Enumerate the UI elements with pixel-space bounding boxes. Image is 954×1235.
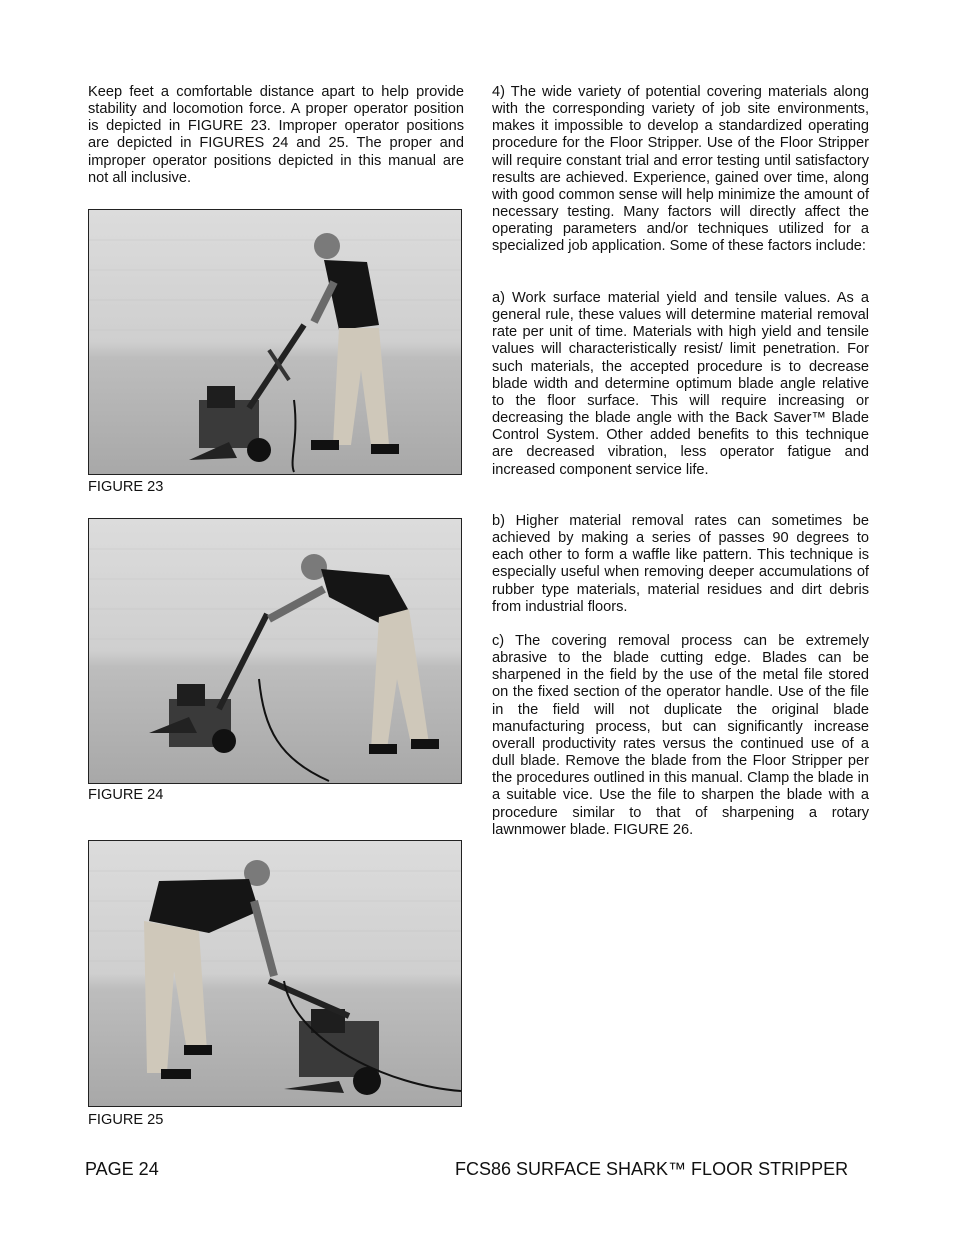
page-number: PAGE 24 (85, 1159, 159, 1179)
paragraph-c: c) The covering removal process can be extremely abrasive to the blade cutting edge. Blades can be sharpened in the field by the use of the metal file stored on the fixed section of the operator handle. Use of the file in the field will not duplicate the original blade manufacturing process, but can significantly increase overall productivity rates versus the continued use of a dull blade. Remove the blade from the Floor Stripper per the procedures outlined in this manual. Clamp the blade in a suitable vice. Use the file to sharpen the blade with a procedure similar to that of sharpening a rotary lawnmower blade. FIGURE 26. (492, 633, 869, 838)
figure-24-photo (88, 518, 462, 784)
figure-25-photo (88, 840, 462, 1107)
figure-23-caption: FIGURE 23 (88, 479, 164, 495)
figure-24-caption: FIGURE 24 (88, 787, 164, 803)
figure-25-caption: FIGURE 25 (88, 1112, 164, 1128)
paragraph-4: 4) The wide variety of potential covering materials along with the corresponding variety of job site environments, makes it impossible to develop a standardized operating procedure for the Floor Stripper. Use of the Floor Stripper will require constant trial and error testing until satisfactory results are achieved. Experience, gained over time, along with good common sense will help minimize the amount of necessary testing. Many factors will directly affect the operating parameters and/or techniques utilized for a specialized job application. Some of these factors include: (492, 84, 869, 255)
document-title: FCS86 SURFACE SHARK™ FLOOR STRIPPER (455, 1159, 849, 1179)
paragraph-b: b) Higher material removal rates can sometimes be achieved by making a series of passes 90 degrees to each other to form a waffle like pattern. This technique is especially useful when removing deeper accumulations of rubber type materials, material residues and dirt debris from industrial floors. (492, 513, 869, 615)
intro-paragraph: Keep feet a comfortable distance apart to help provide stability and locomotion force. A proper operator position is depicted in FIGURE 23. Improper operator positions are depicted in FIGURES 24 and 25. The proper and improper operator positions depicted in this manual are not all inclusive. (88, 84, 464, 186)
paragraph-a: a) Work surface material yield and tensile values. As a general rule, these values will determine material removal rate per unit of time. Materials with high yield and tensile values will characteristically resist/ limit penetration. For such materials, the accepted procedure is to decrease blade width and determine optimum blade angle relative to the floor surface. This will require increasing or decreasing the blade angle with the Back Saver™ Blade Control System. Other added benefits to this technique are decreased vibration, less operator fatigue and increased component service life. (492, 290, 869, 478)
figure-23-photo (88, 209, 462, 475)
